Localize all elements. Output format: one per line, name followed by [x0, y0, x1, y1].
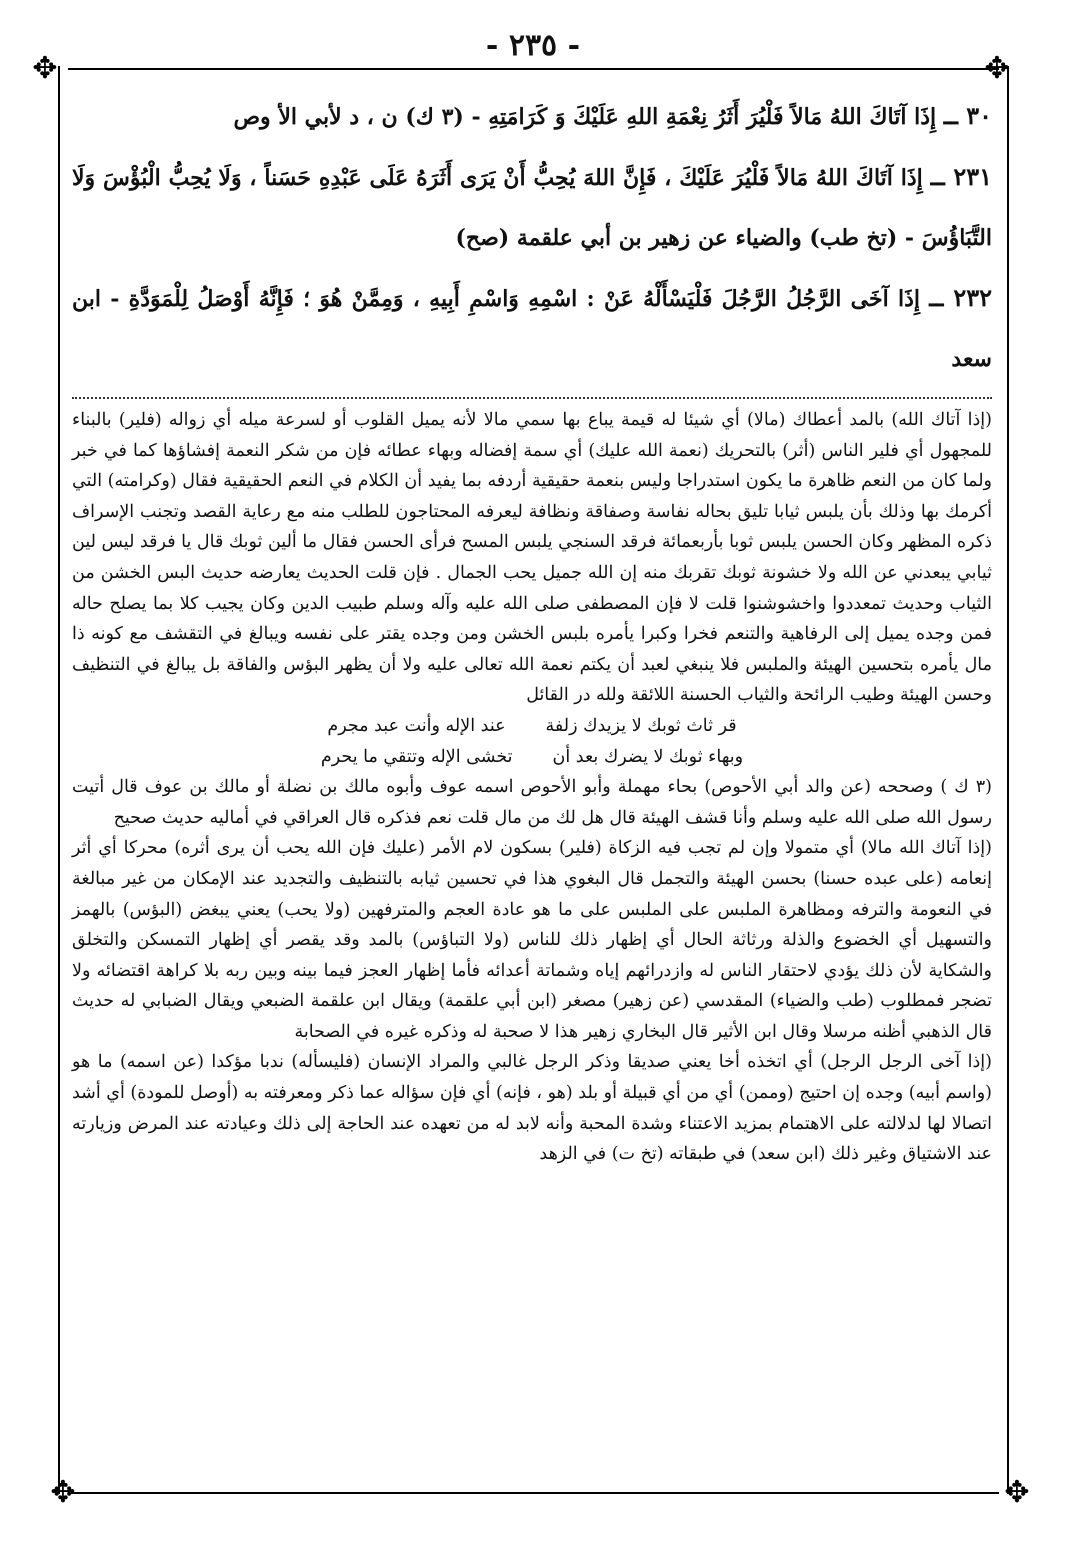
corner-ornament-icon: ✥ [1004, 1475, 1030, 1510]
poetry-verse [72, 711, 992, 742]
frame-right-line [1007, 66, 1009, 1494]
hadith-entry [72, 268, 992, 389]
verse-first-hemistich: قر ثاث ثوبك لا يزيدك زلفة [545, 715, 737, 736]
hadith-text: إِذَا آتَاكَ اللهُ مَالاً فَلْيُرَ عَلَيْكَ ، فَإِنَّ اللهَ يُحِبُّ أَنْ يَرَى أَثَرَهُ عَلَى عَبْدِهِ حَسَناً ، وَلَا يُحِبُّ الْبُؤْسَ وَلَا التَّبَاؤُسَ - (تخ طب) والضياء عن زهير بن أبي علقمة (صح) [72, 165, 992, 251]
frame-bottom-line [68, 1492, 999, 1494]
corner-ornament-icon: ✥ [32, 51, 58, 86]
verse-second-hemistich: عند الإله وأنت عبد مجرم [327, 715, 506, 736]
hadith-entry [72, 147, 992, 268]
hadith-number: ٢٣١ ــ [930, 162, 992, 191]
section-divider [72, 397, 992, 399]
page-content [72, 86, 992, 1170]
commentary-paragraph: (إذا آخى الرجل الرجل) أي اتخذه أخا يعني صديقا وذكر الرجل غالبي والمراد الإنسان (فليسأله) ندبا مؤكدا (عن اسمه) ما هو (واسم أبيه) وجده إن احتيج (وممن) أي من أي قبيلة أو بلد (هو ، فإنه) أي فإن سؤاله عما ذكر ومعرفته به (أوصل للمودة) أي أشد اتصالا لها لدلالته على الاهتمام بمزيد الاعتناء وشدة المحبة وأنه لابد له من تعهده عند الحاجة إلى ذلك وعيادته عند المرض وزيارته عند الاشتياق وغير ذلك (ابن سعد) في طبقاته (تخ ت) في الزهد [72, 1052, 992, 1165]
page-number: - ٢٣٥ - [485, 28, 581, 63]
verse-second-hemistich: تخشى الإله وتتقي ما يحرم [320, 746, 513, 767]
hadith-number: ٢٣٢ ــ [929, 283, 992, 312]
verse-first-hemistich: وبهاء ثوبك لا يضرك بعد أن [552, 746, 744, 767]
frame-left-line [58, 66, 60, 1494]
corner-ornament-icon: ✥ [50, 1475, 76, 1510]
commentary-paragraph: (٣ ك ) وصححه (عن والد أبي الأحوص) بحاء مهملة وأبو الأحوص اسمه عوف وأبوه مالك بن نضلة أو مالك بن عوف قال أتيت رسول الله صلى الله عليه وسلم وأنا قشف الهيئة قال هل لك من مال قلت نعم فذكره قال العراقي في أماليه حديث صحيح [72, 777, 992, 828]
commentary-paragraph: (إذا آتاك الله مالا) أي متمولا وإن لم تجب فيه الزكاة (فلير) بسكون لام الأمر (عليك فإن الله يحب أن يرى أثره) محركا أي أثر إنعامه (على عبده حسنا) بحسن الهيئة والتجمل قال البغوي هذا في تحسين ثيابه بالتنظيف والتجديد عند الإمكان من غير مبالغة في النعومة والترفه ومظاهرة الملبس على الملبس على ما هو عادة العجم والمترفهين (ولا يحب) يعني يبغض (البؤس) بالهمز والتسهيل أي الخضوع والذلة ورثاثة الحال أي إظهار ذلك للناس (ولا التباؤس) بالمد وقد يقصر أي إظهار التمسكن والتخلق والشكاية لأن ذلك يؤدي لاحتقار الناس له وازدرائهم إياه وشماتة أعدائه فأما إظهار العجز فيما بينه وبين ربه بلا كراهة اقتضائه ولا تضجر فمطلوب (طب والضياء) المقدسي (عن زهير) مصغر (ابن أبي علقمة) ويقال ابن علقمة الضبعي ويقال الضبابي له حديث قال الذهبي أظنه مرسلا وقال ابن الأثير قال البخاري زهير هذا لا صحبة له وذكره غيره في الصحابة [72, 838, 992, 1042]
commentary-section [72, 405, 992, 1170]
corner-ornament-icon: ✥ [984, 51, 1010, 86]
commentary-paragraph: (إذا آتاك الله) بالمد أعطاك (مالا) أي شيئا له قيمة يباع بها سمي مالا لأنه يميل القلوب أو لسرعة ميله أي زواله (فلير) بالبناء للمجهول أي فلير الناس (أثر) بالتحريك (نعمة الله عليك) أي سمة إفضاله وبهاء عطائه فإن من شكر النعمة إفشاؤها كما في خبر ولما كان من النعم ظاهرة ما يكون استدراجا وليس بنعمة حقيقية أردفه بما يفيد أن الكلام في النعم الحقيقية فقال (وكرامته) التي أكرمك بها وذلك بأن يلبس ثيابا تليق بحاله نفاسة وصفاقة ونظافة ليعرفه المحتاجون للطلب منه مع رعاية القصد وتجنب الإسراف ذكره المظهر وكان الحسن يلبس ثوبا بأربعمائة فرقد السنجي يلبس المسح فرأى الحسن فقال ما ألين ثوبك قال يا فرقد ليس لين ثيابي يبعدني عن الله ولا خشونة ثوبك تقربك منه إن الله جميل يحب الجمال . فإن قلت الحديث يعارضه حديث البس الخشن من الثياب وحديث تمعددوا واخشوشنوا قلت لا فإن المصطفى صلى الله عليه وآله وسلم طبيب الدين وكان يجيب كلا بما يصلح حاله فمن وجده يميل إلى الرفاهية والتنعم فخرا وكبرا يأمره بلبس الخشن ومن وجده يقتر على نفسه ويبالغ في التقشف مع كونه ذا مال يأمره بتحسين الهيئة والملبس فلا ينبغي لعبد أن يكتم نعمة الله تعالى عليه ولا أن يظهر البؤس والفاقة بل يبالغ في التنظيف وحسن الهيئة وطيب الرائحة والثياب الحسنة اللائقة ولله در القائل [72, 410, 992, 706]
frame-top-line [68, 68, 999, 70]
poetry-verse [72, 742, 992, 773]
hadith-text: إِذَا آخَى الرَّجُلُ الرَّجُلَ فَلْيَسْأَلْهُ عَنْ : اسْمِهِ وَاسْمِ أَبِيهِ ، وَمِمَّنْ هُوَ ؛ فَإِنَّهُ أَوْصَلُ لِلْمَوَدَّةِ - ابن سعد [72, 286, 992, 372]
hadith-text: إِذَا آتَاكَ اللهُ مَالاً فَلْيُرَ أَثَرُ نِعْمَةِ اللهِ عَلَيْكَ وَ كَرَامَتِهِ - (٣ ك) ن ، د لأبي الأ وص [233, 104, 937, 130]
hadith-number: ٣٠ ــ [943, 101, 992, 130]
hadith-entry [72, 86, 992, 147]
